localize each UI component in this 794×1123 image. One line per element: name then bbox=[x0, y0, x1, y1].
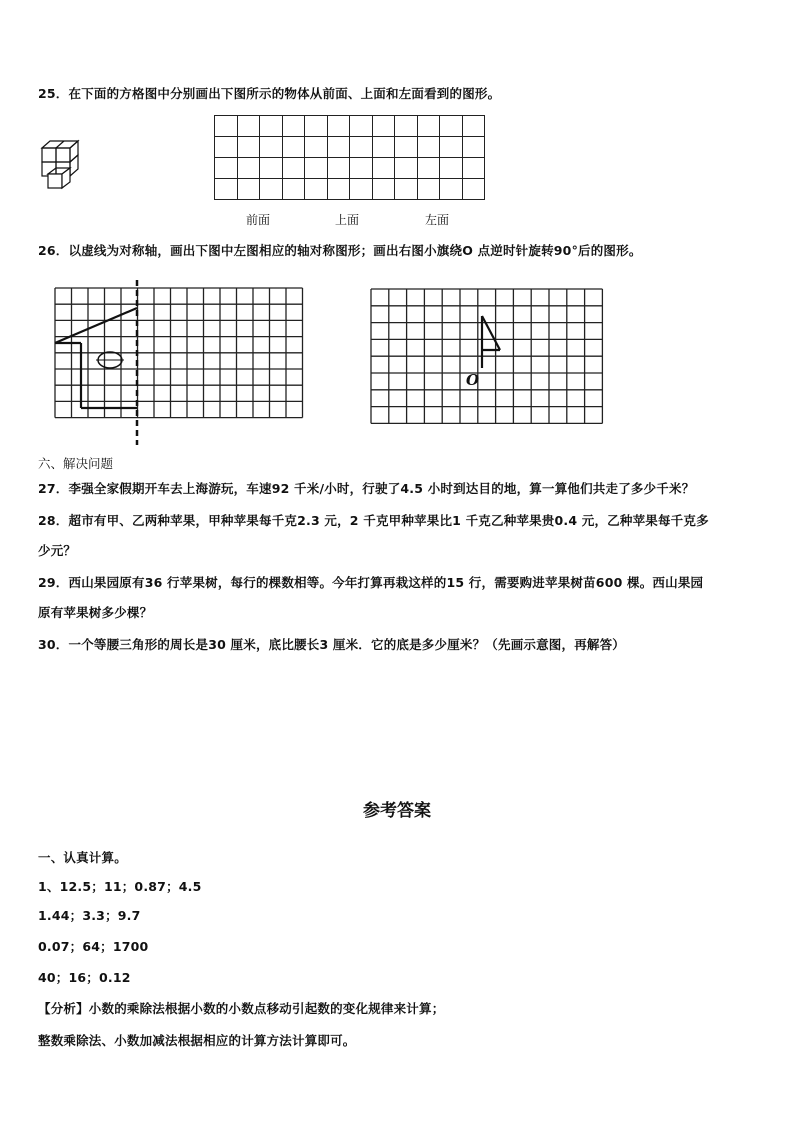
grid-cell[interactable] bbox=[395, 158, 418, 179]
question-30: 30．一个等腰三角形的周长是30 厘米，底比腰长3 厘米．它的底是多少厘米？（先画示意图，再解答） bbox=[38, 637, 625, 652]
answer-line-2: 1.44；3.3；9.7 bbox=[38, 908, 141, 923]
grid-cell[interactable] bbox=[260, 116, 283, 137]
grid-cell[interactable] bbox=[215, 179, 238, 200]
grid-cell[interactable] bbox=[372, 116, 395, 137]
answers-section-1: 一、认真计算。 bbox=[38, 850, 127, 865]
grid-cell[interactable] bbox=[462, 116, 485, 137]
grid-cell[interactable] bbox=[350, 116, 373, 137]
answer-line-3: 0.07；64；1700 bbox=[38, 939, 149, 954]
grid-cell[interactable] bbox=[327, 137, 350, 158]
grid-cell[interactable] bbox=[395, 116, 418, 137]
grid-cell[interactable] bbox=[237, 158, 260, 179]
answer-line-1: 1、12.5；11；0.87；4.5 bbox=[38, 879, 202, 894]
flag-edge bbox=[482, 316, 500, 350]
question-28-line1: 28．超市有甲、乙两种苹果，甲种苹果每千克2.3 元，2 千克甲种苹果比1 千克乙种苹果贵0.4 元，乙种苹果每千克多 bbox=[38, 513, 709, 528]
grid-cell[interactable] bbox=[350, 179, 373, 200]
grid-cell[interactable] bbox=[260, 158, 283, 179]
answer-analysis-2: 整数乘除法、小数加减法根据相应的计算方法计算即可。 bbox=[38, 1033, 356, 1048]
grid-cell[interactable] bbox=[462, 179, 485, 200]
question-26: 26．以虚线为对称轴，画出下图中左图相应的轴对称图形；画出右图小旗绕O 点逆时针旋转90°后的图形。 bbox=[38, 243, 642, 258]
question-27: 27．李强全家假期开车去上海游玩，车速92 千米/小时，行驶了4.5 小时到达目的地，算一算他们共走了多少千米？ bbox=[38, 481, 695, 496]
grid-cell[interactable] bbox=[440, 116, 463, 137]
grid-cell[interactable] bbox=[282, 179, 305, 200]
answer-analysis: 【分析】小数的乘除法根据小数的小数点移动引起数的变化规律来计算； bbox=[38, 1001, 445, 1016]
grid-cell[interactable] bbox=[417, 158, 440, 179]
grid-cell[interactable] bbox=[282, 137, 305, 158]
grid-cell[interactable] bbox=[305, 179, 328, 200]
question-25: 25．在下面的方格图中分别画出下图所示的物体从前面、上面和左面看到的图形。 bbox=[38, 86, 501, 101]
grid-cell[interactable] bbox=[327, 179, 350, 200]
point-o-label: O bbox=[466, 371, 480, 389]
grid-cell[interactable] bbox=[417, 137, 440, 158]
grid-cell[interactable] bbox=[350, 158, 373, 179]
grid-cell[interactable] bbox=[372, 137, 395, 158]
symmetry-grid[interactable] bbox=[50, 280, 320, 445]
grid-cell[interactable] bbox=[260, 179, 283, 200]
grid-cell[interactable] bbox=[440, 179, 463, 200]
grid-cell[interactable] bbox=[440, 158, 463, 179]
grid-cell[interactable] bbox=[462, 137, 485, 158]
grid-cell[interactable] bbox=[305, 116, 328, 137]
cube-object-figure bbox=[36, 138, 86, 193]
grid-cell[interactable] bbox=[395, 179, 418, 200]
grid-cell[interactable] bbox=[462, 158, 485, 179]
grid-cell[interactable] bbox=[350, 137, 373, 158]
grid-cell[interactable] bbox=[215, 116, 238, 137]
answers-title: 参考答案 bbox=[363, 801, 431, 821]
grid-cell[interactable] bbox=[327, 116, 350, 137]
grid-cell[interactable] bbox=[282, 158, 305, 179]
rotation-grid[interactable] bbox=[368, 286, 608, 426]
front-view-label: 前面 bbox=[246, 213, 271, 227]
grid-cell[interactable] bbox=[417, 116, 440, 137]
question-28-line2: 少元？ bbox=[38, 543, 77, 558]
grid-cell[interactable] bbox=[395, 137, 418, 158]
grid-cell[interactable] bbox=[417, 179, 440, 200]
grid-cell[interactable] bbox=[372, 179, 395, 200]
question-29-line1: 29．西山果园原有36 行苹果树，每行的棵数相等。今年打算再栽这样的15 行，需要购进苹果树苗600 棵。西山果园 bbox=[38, 575, 704, 590]
top-view-label: 上面 bbox=[335, 213, 360, 227]
grid-cell[interactable] bbox=[372, 158, 395, 179]
grid-cell[interactable] bbox=[327, 158, 350, 179]
grid-cell[interactable] bbox=[305, 137, 328, 158]
grid-cell[interactable] bbox=[440, 137, 463, 158]
section-6-title: 六、解决问题 bbox=[38, 456, 114, 471]
grid-cell[interactable] bbox=[282, 116, 305, 137]
answer-line-4: 40；16；0.12 bbox=[38, 970, 131, 985]
grid-cell[interactable] bbox=[237, 116, 260, 137]
grid-cell[interactable] bbox=[215, 158, 238, 179]
grid-cell[interactable] bbox=[237, 179, 260, 200]
left-view-label: 左面 bbox=[425, 213, 450, 227]
question-29-line2: 原有苹果树多少棵？ bbox=[38, 605, 153, 620]
grid-cell[interactable] bbox=[260, 137, 283, 158]
grid-cell[interactable] bbox=[305, 158, 328, 179]
grid-cell[interactable] bbox=[215, 137, 238, 158]
view-drawing-grid[interactable] bbox=[214, 115, 485, 200]
grid-cell[interactable] bbox=[237, 137, 260, 158]
